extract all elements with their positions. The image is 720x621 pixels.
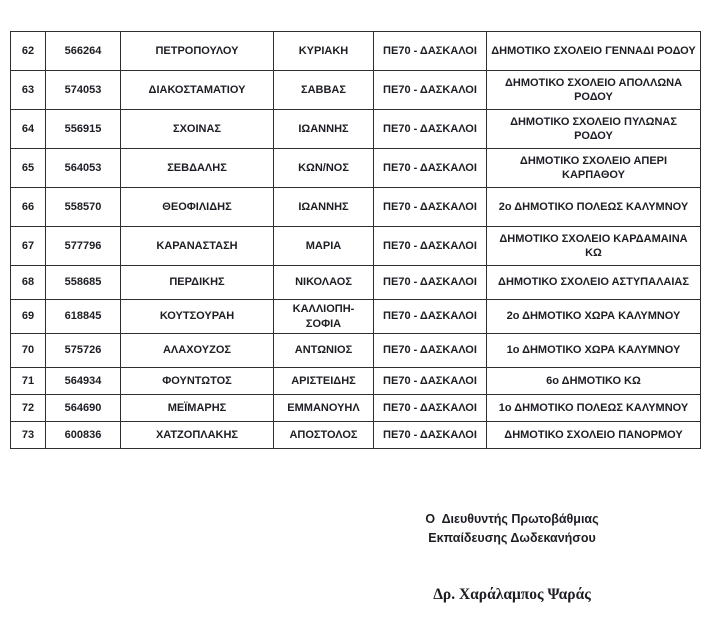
cell-serial-number: 66	[11, 188, 46, 227]
cell-registry-number: 618845	[46, 300, 121, 334]
cell-specialty: ΠΕ70 - ΔΑΣΚΑΛΟΙ	[374, 32, 487, 71]
cell-serial-number: 64	[11, 110, 46, 149]
cell-serial-number: 72	[11, 395, 46, 422]
cell-registry-number: 556915	[46, 110, 121, 149]
cell-registry-number: 575726	[46, 334, 121, 368]
table-row	[11, 149, 701, 188]
cell-school: ΔΗΜΟΤΙΚΟ ΣΧΟΛΕΙΟ ΠΑΝΟΡΜΟΥ	[487, 422, 701, 449]
cell-specialty: ΠΕ70 - ΔΑΣΚΑΛΟΙ	[374, 149, 487, 188]
cell-school: 1ο ΔΗΜΟΤΙΚΟ ΠΟΛΕΩΣ ΚΑΛΥΜΝΟΥ	[487, 395, 701, 422]
cell-school: 2ο ΔΗΜΟΤΙΚΟ ΠΟΛΕΩΣ ΚΑΛΥΜΝΟΥ	[487, 188, 701, 227]
table-row	[11, 300, 701, 334]
cell-firstname: ΝΙΚΟΛΑΟΣ	[274, 266, 374, 300]
cell-firstname: ΚΥΡΙΑΚΗ	[274, 32, 374, 71]
cell-firstname: ΜΑΡΙΑ	[274, 227, 374, 266]
cell-serial-number: 73	[11, 422, 46, 449]
table-row	[11, 227, 701, 266]
cell-school: 1ο ΔΗΜΟΤΙΚΟ ΧΩΡΑ ΚΑΛΥΜΝΟΥ	[487, 334, 701, 368]
cell-registry-number: 564053	[46, 149, 121, 188]
cell-specialty: ΠΕ70 - ΔΑΣΚΑΛΟΙ	[374, 395, 487, 422]
cell-registry-number: 600836	[46, 422, 121, 449]
cell-registry-number: 558685	[46, 266, 121, 300]
cell-firstname: ΙΩΑΝΝΗΣ	[274, 110, 374, 149]
cell-specialty: ΠΕ70 - ΔΑΣΚΑΛΟΙ	[374, 71, 487, 110]
cell-specialty: ΠΕ70 - ΔΑΣΚΑΛΟΙ	[374, 368, 487, 395]
cell-surname: ΠΕΤΡΟΠΟΥΛΟΥ	[121, 32, 274, 71]
cell-serial-number: 68	[11, 266, 46, 300]
cell-specialty: ΠΕ70 - ΔΑΣΚΑΛΟΙ	[374, 334, 487, 368]
table-row	[11, 71, 701, 110]
cell-school: 2ο ΔΗΜΟΤΙΚΟ ΧΩΡΑ ΚΑΛΥΜΝΟΥ	[487, 300, 701, 334]
cell-registry-number: 577796	[46, 227, 121, 266]
cell-surname: ΚΟΥΤΣΟΥΡΑΗ	[121, 300, 274, 334]
cell-specialty: ΠΕ70 - ΔΑΣΚΑΛΟΙ	[374, 300, 487, 334]
table-row	[11, 188, 701, 227]
cell-firstname: ΚΑΛΛΙΟΠΗ-ΣΟΦΙΑ	[274, 300, 374, 334]
cell-surname: ΦΟΥΝΤΩΤΟΣ	[121, 368, 274, 395]
signature-title-line1: Ο Διευθυντής Πρωτοβάθμιας	[425, 512, 599, 526]
cell-registry-number: 558570	[46, 188, 121, 227]
table-row	[11, 334, 701, 368]
cell-surname: ΣΕΒΔΑΛΗΣ	[121, 149, 274, 188]
cell-school: ΔΗΜΟΤΙΚΟ ΣΧΟΛΕΙΟ ΑΠΕΡΙ ΚΑΡΠΑΘΟΥ	[487, 149, 701, 188]
cell-school: ΔΗΜΟΤΙΚΟ ΣΧΟΛΕΙΟ ΓΕΝΝΑΔΙ ΡΟΔΟΥ	[487, 32, 701, 71]
cell-surname: ΜΕΪΜΑΡΗΣ	[121, 395, 274, 422]
table-row	[11, 110, 701, 149]
signature-name: Δρ. Χαράλαμπος Ψαράς	[433, 586, 591, 603]
cell-specialty: ΠΕ70 - ΔΑΣΚΑΛΟΙ	[374, 110, 487, 149]
cell-serial-number: 67	[11, 227, 46, 266]
cell-firstname: ΙΩΑΝΝΗΣ	[274, 188, 374, 227]
cell-school: ΔΗΜΟΤΙΚΟ ΣΧΟΛΕΙΟ ΑΣΤΥΠΑΛΑΙΑΣ	[487, 266, 701, 300]
cell-surname: ΔΙΑΚΟΣΤΑΜΑΤΙΟΥ	[121, 71, 274, 110]
cell-serial-number: 62	[11, 32, 46, 71]
cell-firstname: ΑΝΤΩΝΙΟΣ	[274, 334, 374, 368]
cell-school: 6ο ΔΗΜΟΤΙΚΟ ΚΩ	[487, 368, 701, 395]
table-row	[11, 422, 701, 449]
table-row	[11, 32, 701, 71]
cell-registry-number: 564934	[46, 368, 121, 395]
teachers-table	[10, 31, 701, 449]
cell-school: ΔΗΜΟΤΙΚΟ ΣΧΟΛΕΙΟ ΚΑΡΔΑΜΑΙΝΑ ΚΩ	[487, 227, 701, 266]
cell-school: ΔΗΜΟΤΙΚΟ ΣΧΟΛΕΙΟ ΠΥΛΩΝΑΣ ΡΟΔΟΥ	[487, 110, 701, 149]
signature-title-line2: Εκπαίδευσης Δωδεκανήσου	[428, 531, 596, 545]
cell-firstname: ΑΡΙΣΤΕΙΔΗΣ	[274, 368, 374, 395]
cell-firstname: ΣΑΒΒΑΣ	[274, 71, 374, 110]
signature-block	[382, 510, 642, 548]
cell-surname: ΠΕΡΔΙΚΗΣ	[121, 266, 274, 300]
table-row	[11, 368, 701, 395]
cell-specialty: ΠΕ70 - ΔΑΣΚΑΛΟΙ	[374, 422, 487, 449]
cell-specialty: ΠΕ70 - ΔΑΣΚΑΛΟΙ	[374, 266, 487, 300]
cell-firstname: ΕΜΜΑΝΟΥΗΛ	[274, 395, 374, 422]
table-row	[11, 266, 701, 300]
cell-registry-number: 574053	[46, 71, 121, 110]
cell-serial-number: 69	[11, 300, 46, 334]
cell-serial-number: 65	[11, 149, 46, 188]
cell-firstname: ΚΩΝ/ΝΟΣ	[274, 149, 374, 188]
cell-surname: ΘΕΟΦΙΛΙΔΗΣ	[121, 188, 274, 227]
cell-registry-number: 564690	[46, 395, 121, 422]
cell-surname: ΧΑΤΖΟΠΛΑΚΗΣ	[121, 422, 274, 449]
cell-firstname: ΑΠΟΣΤΟΛΟΣ	[274, 422, 374, 449]
cell-serial-number: 63	[11, 71, 46, 110]
cell-serial-number: 70	[11, 334, 46, 368]
cell-surname: ΑΛΑΧΟΥΖΟΣ	[121, 334, 274, 368]
table-row	[11, 395, 701, 422]
cell-surname: ΣΧΟΙΝΑΣ	[121, 110, 274, 149]
cell-serial-number: 71	[11, 368, 46, 395]
cell-school: ΔΗΜΟΤΙΚΟ ΣΧΟΛΕΙΟ ΑΠΟΛΛΩΝΑ ΡΟΔΟΥ	[487, 71, 701, 110]
cell-specialty: ΠΕ70 - ΔΑΣΚΑΛΟΙ	[374, 188, 487, 227]
cell-surname: ΚΑΡΑΝΑΣΤΑΣΗ	[121, 227, 274, 266]
cell-registry-number: 566264	[46, 32, 121, 71]
cell-specialty: ΠΕ70 - ΔΑΣΚΑΛΟΙ	[374, 227, 487, 266]
